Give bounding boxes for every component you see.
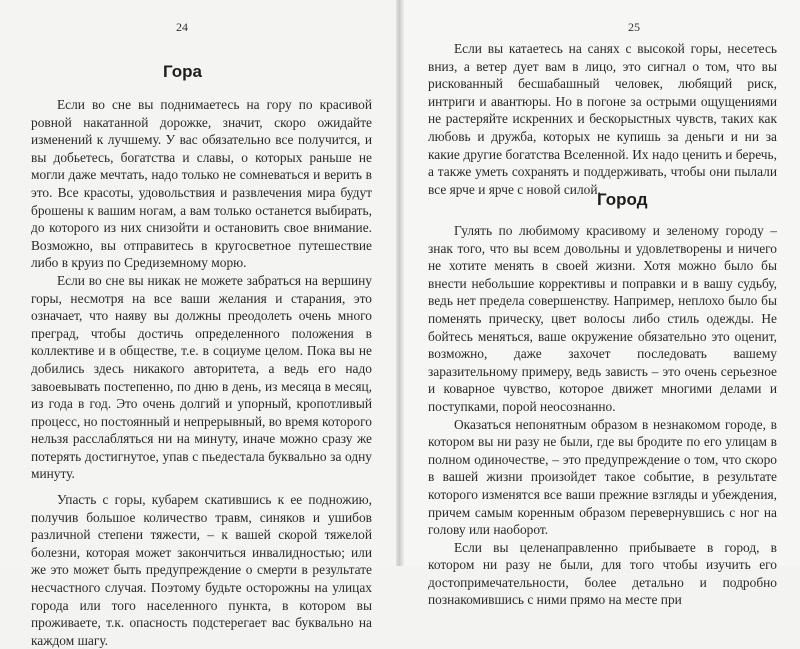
page-number-left: 24 bbox=[176, 20, 188, 34]
right-page bbox=[404, 0, 800, 608]
paragraph: Если во сне вы никак не можете забраться на вершину горы, несмотря на все ваши желания и старания, это означает, что наяву вы должны преодолеть очень много преград, чтобы достичь определенного положения в коллективе и в обществе, т.е. в социуме целом. Пока вы не добились здесь никакого авторитета, а ведь его надо завоевывать постепенно, по дню в день, из месяца в месяц, из года в год. Это очень долгий и упорный, кропотливый процесс, но постоянный и непрерывный, во время которого нельзя расслабляться ни на минуту, иначе можно сразу же потерять достигнутое, упав с пьедестала буквально за одну минуту. bbox=[31, 272, 372, 482]
left-text-body bbox=[31, 96, 372, 649]
paragraph: Оказаться непонятным образом в незнакомом городе, в котором вы ни разу не были, где вы бродите по его улицам в полном одиночестве, – это предупреждение о том, что скоро в вашей жизни произойдет такое событие, в результате которого изменятся все ваши прежние взгляды и убеждения, причем самым коренным образом перевернувшись с ног на голову или наоборот. bbox=[428, 416, 777, 538]
paragraph: Упасть с горы, кубарем скатившись к ее подножию, получив большое количество травм, синяков и ушибов различной степени тяжести, – к вашей скорой тяжелой болезни, которая может закончиться инвалидностью; или же это может быть предупреждение о смерти в результате несчастного случая. Поэтому будьте осторожны на улицах города или того населенного пункта, в котором вы проживаете, т.к. опасность подстерегает вас буквально на каждом шагу. bbox=[31, 492, 372, 648]
paragraph: Если во сне вы поднимаетесь на гору по красивой ровной накатанной дорожке, значит, скоро ожидайте изменений к лучшему. У вас обязательно все получится, и вы добьетесь, богатства и славы, о которых раньше не могли даже мечтать, надо только не сомневаться и верить в это. Все красоты, удовольствия и развлечения мира будут брошены к вашим ногам, а вам только останется выбирать, до которого из них снизойти и остановить свое внимание. Возможно, вы отправитесь в кругосветное путешествие либо в круиз по Средиземному морю. bbox=[31, 97, 372, 271]
right-intro-text bbox=[428, 40, 777, 198]
page-number-right: 25 bbox=[628, 20, 640, 34]
book-gutter bbox=[396, 0, 404, 566]
paragraph: Гулять по любимому красивому и зеленому городу – знак того, что вы всем довольны и удовлетворены и ничего не хотите менять в своей жизни. Хотя можно было бы внести небольшие коррективы и поправки и в вашу судьбу, ведь нет предела совершенству. Например, неплохо было бы поменять прическу, цвет волосы либо стиль одежды. Не бойтесь меняться, ваше окружение обязательно это оценит, возможно, даже захочет последовать вашему заразительному примеру, ведь зависть – это очень серьезное и коварное чувство, которое движет многими делами и поступками, порой неосознанно. bbox=[428, 223, 777, 414]
paragraph: Если вы катаетесь на санях с высокой горы, несетесь вниз, а ветер дует вам в лицо, это сигнал о том, что вы рискованный бесшабашный человек, любящий риск, интриги и авантюры. Но в погоне за острыми ощущениями не растеряйте искренних и бескорыстных чувств, таких как любовь и дружба, которых не купишь за деньги и ни за какие другие богатства Вселенной. Их надо ценить и беречь, а также уметь сохранять и поддерживать, чтобы они пылали все ярче и ярче с новой силой. bbox=[428, 41, 777, 197]
section-heading-gora: Гора bbox=[163, 62, 203, 81]
left-page bbox=[0, 0, 396, 648]
right-text-body bbox=[428, 222, 777, 609]
section-heading-gorod: Город bbox=[597, 190, 648, 209]
paragraph: Если вы целенаправленно прибываете в город, в котором ни разу не были, для того чтобы изучить его достопримечательности, более детально и подробно познакомившись с ними прямо на месте при bbox=[428, 539, 777, 608]
